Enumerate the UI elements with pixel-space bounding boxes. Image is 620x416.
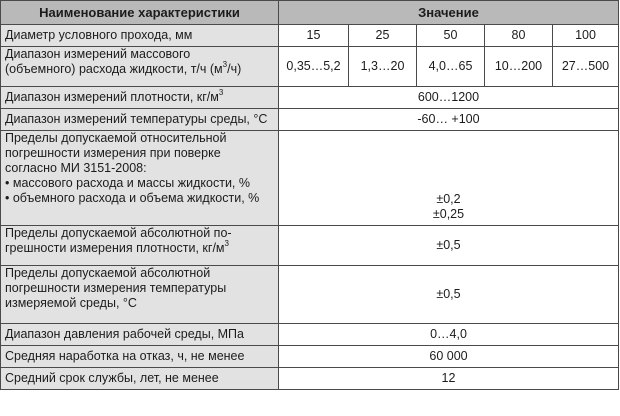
row-label-temperature-range: Диапазон измерений температуры среды, °С [1, 109, 279, 131]
row-label-relative-error: Пределы допускаемой относительной погрешности измерения при поверке согласно МИ 3151-2008: • массового расхода и массы жидкости, % • объемного расхода и объема жидкости, % [1, 131, 279, 226]
header-value-column: Значение [279, 1, 619, 25]
table-row [1, 324, 619, 346]
row-label-density-error [1, 226, 279, 266]
flow-range-value: 1,3…20 [349, 47, 417, 87]
superscript: 3 [218, 87, 224, 97]
pressure-range-value: 0…4,0 [279, 324, 619, 346]
row-label-service-life: Средний срок службы, лет, не менее [1, 368, 279, 390]
temperature-error-value: ±0,5 [279, 266, 619, 324]
table-row [1, 368, 619, 390]
table-row [1, 266, 619, 324]
flow-range-value: 0,35…5,2 [279, 47, 349, 87]
label-line: /ч) [227, 62, 242, 76]
label-text: Диапазон измерений плотности, кг/м [5, 90, 219, 104]
label-line: (объемного) расхода жидкости, т/ч (м [5, 62, 223, 76]
density-range-value: 600…1200 [279, 87, 619, 109]
flow-range-value: 27…500 [553, 47, 619, 87]
table-row [1, 346, 619, 368]
row-label-flow-range [1, 47, 279, 87]
service-life-value: 12 [279, 368, 619, 390]
table-row [1, 131, 619, 226]
label-line: Диапазон измерений массового [5, 47, 191, 61]
mass-flow-error-value: ±0,2 [436, 192, 461, 206]
diameter-value: 100 [553, 25, 619, 47]
row-label-pressure-range: Диапазон давления рабочей среды, МПа [1, 324, 279, 346]
flow-range-value: 4,0…65 [417, 47, 485, 87]
row-label-temperature-error: Пределы допускаемой абсолютной погрешности измерения температуры измеряемой среды, °С [1, 266, 279, 324]
row-label-density-range [1, 87, 279, 109]
table-row [1, 87, 619, 109]
table-row [1, 47, 619, 87]
label-text: Пределы допускаемой абсолютной по- грешности измерения плотности, кг/м [5, 226, 232, 255]
flow-range-value: 10…200 [485, 47, 553, 87]
diameter-value: 80 [485, 25, 553, 47]
volume-flow-error-value: ±0,25 [432, 207, 465, 221]
diameter-value: 15 [279, 25, 349, 47]
mtbf-value: 60 000 [279, 346, 619, 368]
table-row [1, 226, 619, 266]
row-label-diameter: Диаметр условного прохода, мм [1, 25, 279, 47]
superscript: 3 [222, 59, 228, 69]
density-error-value: ±0,5 [279, 226, 619, 266]
header-name-column: Наименование характеристики [1, 1, 279, 25]
row-label-mtbf: Средняя наработка на отказ, ч, не менее [1, 346, 279, 368]
diameter-value: 50 [417, 25, 485, 47]
relative-error-values [279, 131, 619, 226]
table-row [1, 109, 619, 131]
diameter-value: 25 [349, 25, 417, 47]
superscript: 3 [224, 238, 229, 248]
table-row [1, 25, 619, 47]
temperature-range-value: -60… +100 [279, 109, 619, 131]
header-row [1, 1, 619, 25]
